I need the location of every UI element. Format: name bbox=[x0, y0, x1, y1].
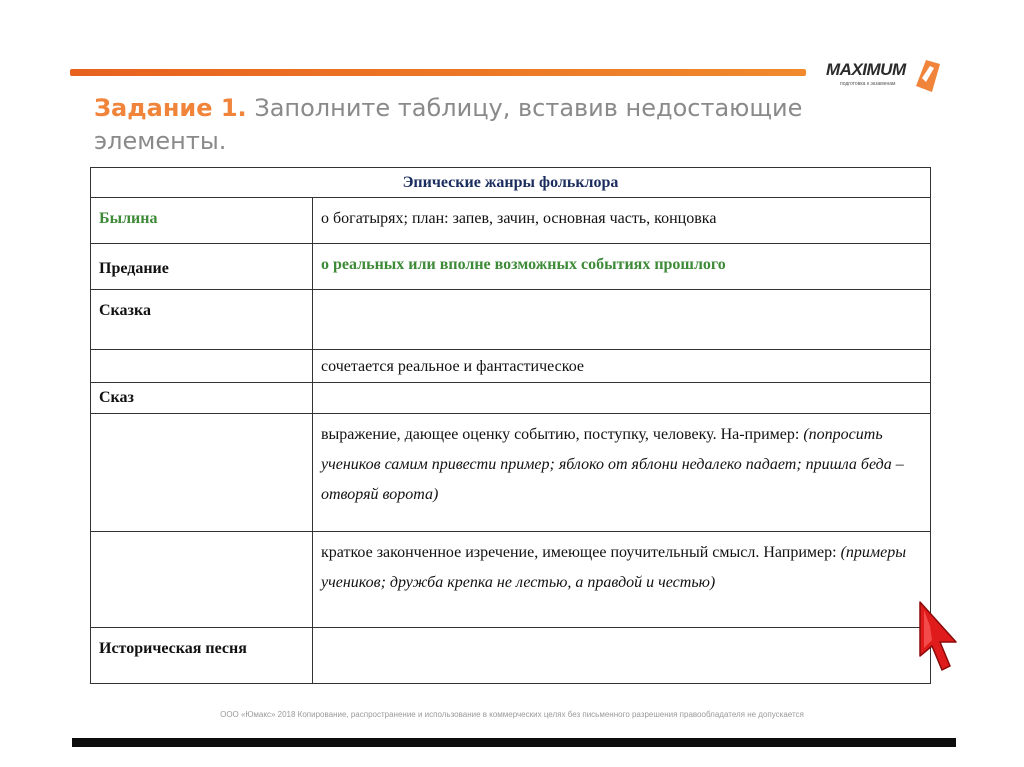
description-cell bbox=[313, 350, 931, 383]
task-title bbox=[94, 92, 854, 158]
genre-cell bbox=[91, 628, 313, 684]
genre-name bbox=[91, 532, 312, 538]
copyright-notice: ООО «Юмакс» 2018 Копирование, распространение и использование в коммерческих целях без письменного разрешения правообладателя не допускается bbox=[220, 710, 804, 719]
genre-name: Предание bbox=[99, 260, 169, 277]
task-number: Задание 1. bbox=[94, 94, 247, 122]
table-row bbox=[91, 383, 931, 414]
genre-name: Историческая песня bbox=[99, 640, 247, 657]
table-row bbox=[91, 244, 931, 290]
genre-cell bbox=[91, 383, 313, 414]
genre-description bbox=[313, 628, 930, 634]
genre-description bbox=[313, 414, 930, 510]
genre-name: Сказка bbox=[99, 302, 151, 319]
genre-cell bbox=[91, 290, 313, 350]
table-row bbox=[91, 414, 931, 532]
genre-name bbox=[91, 350, 312, 356]
logo-emblem-icon bbox=[912, 56, 942, 96]
example-text: (попросить учеников самим привести пример; яблоко от яблони недалеко падает; пришла беда – отворяй ворота) bbox=[321, 426, 904, 503]
genre-cell[interactable] bbox=[91, 350, 313, 383]
genre-cell[interactable] bbox=[91, 532, 313, 628]
genre-name: Былина bbox=[99, 210, 158, 227]
genre-name bbox=[91, 414, 312, 420]
genre-cell bbox=[91, 198, 313, 244]
table-caption-row bbox=[91, 168, 931, 198]
genre-description: о реальных или вполне возможных событиях прошлого bbox=[321, 256, 726, 273]
example-text: (примеры учеников; дружба крепка не лестью, а правдой и честью) bbox=[321, 544, 907, 591]
description-cell[interactable] bbox=[313, 628, 931, 684]
table-row bbox=[91, 350, 931, 383]
definition-text: выражение, дающее оценку событию, поступку, человеку. На-пример: bbox=[321, 426, 800, 443]
genre-description bbox=[313, 290, 930, 296]
table-row bbox=[91, 198, 931, 244]
description-cell bbox=[313, 244, 931, 290]
genre-cell bbox=[91, 244, 313, 290]
header-accent-line bbox=[70, 69, 806, 76]
description-cell[interactable] bbox=[313, 290, 931, 350]
description-cell bbox=[313, 532, 931, 628]
task-text: Заполните таблицу, вставив недостающие элементы. bbox=[94, 94, 803, 155]
genre-description bbox=[313, 532, 930, 598]
logo-subtitle: подготовка к экзаменам bbox=[840, 81, 896, 87]
genre-description bbox=[313, 383, 930, 389]
description-cell bbox=[313, 414, 931, 532]
logo-wordmark: MAXIMUM bbox=[826, 60, 906, 79]
folklore-genres-table bbox=[90, 167, 931, 684]
description-cell[interactable] bbox=[313, 383, 931, 414]
genre-description: о богатырях; план: запев, зачин, основная часть, концовка bbox=[321, 210, 717, 227]
table-caption: Эпические жанры фольклора bbox=[91, 168, 931, 198]
genre-description: сочетается реальное и фантастическое bbox=[321, 358, 584, 375]
red-arrow-cursor-icon bbox=[916, 600, 962, 680]
genre-name: Сказ bbox=[99, 389, 134, 406]
genre-cell[interactable] bbox=[91, 414, 313, 532]
description-cell bbox=[313, 198, 931, 244]
definition-text: краткое законченное изречение, имеющее поучительный смысл. Например: bbox=[321, 544, 837, 561]
table-row bbox=[91, 532, 931, 628]
table-row bbox=[91, 628, 931, 684]
table-row bbox=[91, 290, 931, 350]
footer-bar bbox=[72, 738, 956, 747]
